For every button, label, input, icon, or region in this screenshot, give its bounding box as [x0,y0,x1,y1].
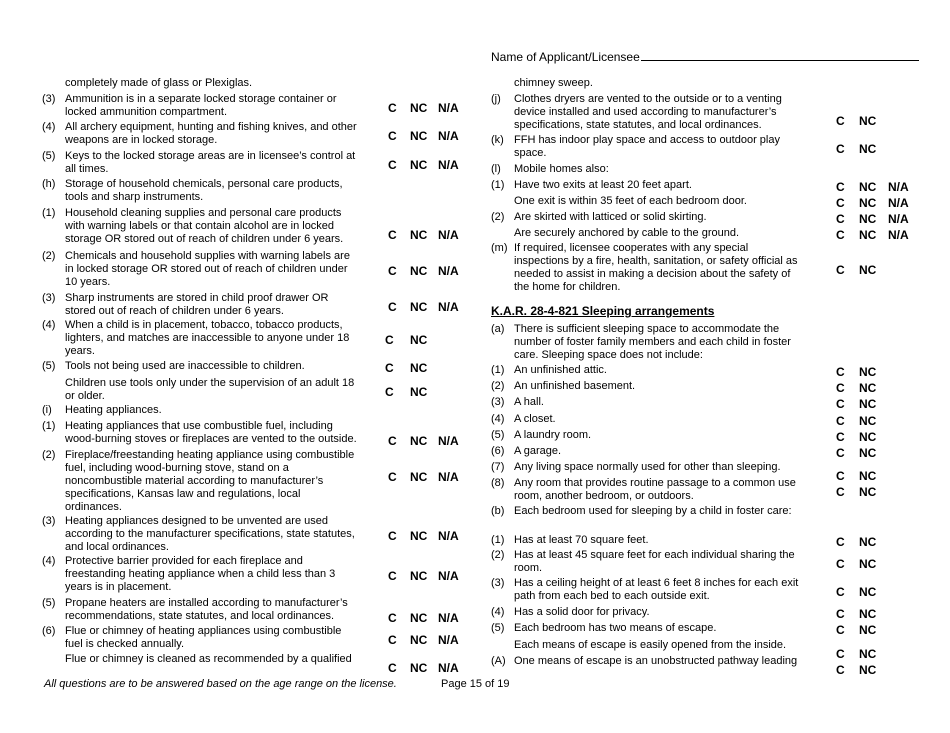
not-applicable-code[interactable]: N/A [888,180,909,194]
compliant-code[interactable]: C [836,557,845,571]
noncompliant-code[interactable]: NC [859,114,877,128]
page-number: Page 15 of 19 [441,678,510,690]
item-text: Chemicals and household supplies with warning labels are in locked storage OR stored out of reach of children under 10 years. [65,250,350,288]
compliant-code[interactable]: C [388,611,397,625]
noncompliant-code[interactable]: NC [859,414,877,428]
compliant-code[interactable]: C [388,633,397,647]
noncompliant-code[interactable]: NC [859,535,877,549]
noncompliant-code[interactable]: NC [859,212,877,226]
not-applicable-code[interactable]: N/A [438,101,459,115]
compliant-code[interactable]: C [836,180,845,194]
not-applicable-code[interactable]: N/A [438,529,459,543]
item-text: Mobile homes also: [514,163,609,175]
item-number: (4) [42,319,56,331]
compliant-code[interactable]: C [836,263,845,277]
item-number: (3) [42,292,56,304]
noncompliant-code[interactable]: NC [410,129,428,143]
item-number: (a) [491,323,505,335]
compliant-code[interactable]: C [385,385,394,399]
item-number: (2) [42,250,56,262]
noncompliant-code[interactable]: NC [410,529,428,543]
item-text: chimney sweep. [514,77,593,89]
compliant-code[interactable]: C [836,142,845,156]
item-number: (2) [491,211,505,223]
item-text: Has a solid door for privacy. [514,606,650,618]
compliant-code[interactable]: C [388,228,397,242]
item-text: One means of escape is an unobstructed pathway leading [514,655,798,667]
compliant-code[interactable]: C [388,158,397,172]
item-text: Propane heaters are installed according to manufacturer’s recommendations, state statutes, and local ordinances. [65,597,348,622]
noncompliant-code[interactable]: NC [410,611,428,625]
item-number: (5) [42,150,56,162]
noncompliant-code[interactable]: NC [410,158,428,172]
item-number: (1) [491,364,505,376]
compliant-code[interactable]: C [388,300,397,314]
not-applicable-code[interactable]: N/A [888,212,909,226]
noncompliant-code[interactable]: NC [859,607,877,621]
item-text: Protective barrier provided for each fireplace and freestanding heating appliance when a child less than 3 years is in placement. [65,555,336,593]
not-applicable-code[interactable]: N/A [438,661,459,675]
item-number: (j) [491,93,501,105]
compliant-code[interactable]: C [836,663,845,677]
compliant-code[interactable]: C [836,365,845,379]
noncompliant-code[interactable]: NC [410,633,428,647]
item-number: (m) [491,242,508,254]
item-text: Clothes dryers are vented to the outside or to a venting device installed and used according to manufacturer’s specifications, state statutes, and local ordinances. [514,93,782,131]
compliant-code[interactable]: C [388,470,397,484]
item-text: Children use tools only under the supervision of an adult 18 or older. [65,377,355,402]
noncompliant-code[interactable]: NC [859,365,877,379]
item-text: Have two exits at least 20 feet apart. [514,179,692,191]
compliant-code[interactable]: C [836,647,845,661]
compliant-code[interactable]: C [836,446,845,460]
item-number: (5) [42,597,56,609]
footer-note: All questions are to be answered based on the age range on the license. [44,678,397,690]
item-text: Tools not being used are inaccessible to children. [65,360,305,372]
compliant-code[interactable]: C [836,623,845,637]
item-text: If required, licensee cooperates with any special inspections by a fire, health, sanitation, or safety official as needed to assist in making a decision about the safety of the home for children. [514,242,798,293]
noncompliant-code[interactable]: NC [859,647,877,661]
item-number: (2) [491,549,505,561]
item-text: One exit is within 35 feet of each bedroom door. [514,195,747,207]
item-number: (1) [42,420,56,432]
section-heading-text: K.A.R. 28-4-821 Sleeping arrangements [491,304,715,318]
compliant-code[interactable]: C [388,569,397,583]
not-applicable-code[interactable]: N/A [438,633,459,647]
compliant-code[interactable]: C [836,196,845,210]
item-text: Sharp instruments are stored in child proof drawer OR stored out of reach of children under 6 years. [65,292,329,317]
item-text: Heating appliances that use combustible fuel, including wood-burning stoves or fireplaces are vented to the outside. [65,420,357,445]
noncompliant-code[interactable]: NC [859,142,877,156]
noncompliant-code[interactable]: NC [410,470,428,484]
compliant-code[interactable]: C [385,333,394,347]
item-number: (b) [491,505,505,517]
compliant-code[interactable]: C [388,529,397,543]
item-number: (h) [42,178,56,190]
compliant-code[interactable]: C [836,485,845,499]
item-text: Flue or chimney is cleaned as recommended by a qualified [65,653,352,665]
item-number: (8) [491,477,505,489]
noncompliant-code[interactable]: NC [859,557,877,571]
item-number: (3) [491,396,505,408]
noncompliant-code[interactable]: NC [410,434,428,448]
item-text: Has at least 45 square feet for each individual sharing the room. [514,549,795,574]
item-text: completely made of glass or Plexiglas. [65,77,253,89]
item-text: Keys to the locked storage areas are in licensee’s control at all times. [65,150,356,175]
compliant-code[interactable]: C [836,430,845,444]
noncompliant-code[interactable]: NC [859,397,877,411]
compliant-code[interactable]: C [836,212,845,226]
not-applicable-code[interactable]: N/A [438,158,459,172]
compliant-code[interactable]: C [388,264,397,278]
noncompliant-code[interactable]: NC [410,569,428,583]
item-text: A laundry room. [514,429,592,441]
noncompliant-code[interactable]: NC [859,485,877,499]
compliant-code[interactable]: C [385,361,394,375]
item-text: A garage. [514,445,562,457]
noncompliant-code[interactable]: NC [859,381,877,395]
compliant-code[interactable]: C [388,661,397,675]
noncompliant-code[interactable]: NC [859,663,877,677]
item-number: (7) [491,461,505,473]
item-text: An unfinished attic. [514,364,607,376]
noncompliant-code[interactable]: NC [859,228,877,242]
compliant-code[interactable]: C [836,228,845,242]
item-text: An unfinished basement. [514,380,636,392]
noncompliant-code[interactable]: NC [859,623,877,637]
compliant-code[interactable]: C [388,434,397,448]
item-text: Each means of escape is easily opened from the inside. [514,639,787,651]
noncompliant-code[interactable]: NC [410,101,428,115]
item-text: There is sufficient sleeping space to accommodate the number of foster family members and each child in foster care. Sleeping space does not include: [514,323,791,361]
not-applicable-code[interactable]: N/A [438,569,459,583]
not-applicable-code[interactable]: N/A [888,228,909,242]
item-text: Any living space normally used for other than sleeping. [514,461,781,473]
item-text: A closet. [514,413,556,425]
item-text: Each bedroom has two means of escape. [514,622,717,634]
item-text: Ammunition is in a separate locked storage container or locked ammunition compartment. [65,93,337,118]
item-number: (k) [491,134,504,146]
compliant-code[interactable]: C [388,101,397,115]
noncompliant-code[interactable]: NC [859,446,877,460]
not-applicable-code[interactable]: N/A [438,264,459,278]
compliant-code[interactable]: C [836,381,845,395]
not-applicable-code[interactable]: N/A [438,300,459,314]
not-applicable-code[interactable]: N/A [438,470,459,484]
compliant-code[interactable]: C [836,535,845,549]
compliant-code[interactable]: C [836,585,845,599]
item-text: Storage of household chemicals, personal care products, tools and sharp instruments. [65,178,343,203]
item-text: Heating appliances designed to be unvented are used according to the manufacturer specifications, state statutes, and local ordinances. [65,515,355,553]
item-text: Has a ceiling height of at least 6 feet 8 inches for each exit path from each bed to each outside exit. [514,577,799,602]
item-number: (2) [491,380,505,392]
compliant-code[interactable]: C [836,469,845,483]
noncompliant-code[interactable]: NC [410,385,428,399]
item-number: (1) [42,207,56,219]
item-text: Has at least 70 square feet. [514,534,649,546]
not-applicable-code[interactable]: N/A [438,611,459,625]
noncompliant-code[interactable]: NC [859,585,877,599]
item-number: (3) [42,93,56,105]
item-number: (1) [491,179,505,191]
item-number: (3) [491,577,505,589]
item-text: A hall. [514,396,544,408]
noncompliant-code[interactable]: NC [410,661,428,675]
item-number: (i) [42,404,52,416]
not-applicable-code[interactable]: N/A [438,228,459,242]
item-text: Household cleaning supplies and personal care products with warning labels or that contain alcohol are in locked storage OR stored out of reach of children under 6 years. [65,207,344,245]
noncompliant-code[interactable]: NC [410,228,428,242]
not-applicable-code[interactable]: N/A [888,196,909,210]
item-number: (l) [491,163,501,175]
item-text: FFH has indoor play space and access to outdoor play space. [514,134,780,159]
noncompliant-code[interactable]: NC [859,180,877,194]
not-applicable-code[interactable]: N/A [438,129,459,143]
item-text: Are skirted with latticed or solid skirting. [514,211,707,223]
compliant-code[interactable]: C [836,397,845,411]
item-text: Fireplace/freestanding heating appliance using combustible fuel, including wood-burning stove, stand on a noncombustible material according to manufacturer’s specifications, Kansas law and regulations, local ordinances. [65,449,355,513]
item-number: (1) [491,534,505,546]
noncompliant-code[interactable]: NC [410,361,428,375]
item-text: All archery equipment, hunting and fishing knives, and other weapons are in locked storage. [65,121,357,146]
item-number: (3) [42,515,56,527]
noncompliant-code[interactable]: NC [410,300,428,314]
item-number: (4) [42,555,56,567]
item-number: (6) [42,625,56,637]
noncompliant-code[interactable]: NC [410,264,428,278]
item-number: (6) [491,445,505,457]
applicant-name-field [491,49,919,64]
item-number: (5) [491,622,505,634]
item-text: Each bedroom used for sleeping by a child in foster care: [514,505,792,517]
compliant-code[interactable]: C [388,129,397,143]
item-number: (4) [42,121,56,133]
noncompliant-code[interactable]: NC [859,196,877,210]
item-text: Are securely anchored by cable to the ground. [514,227,740,239]
item-text: Any room that provides routine passage to a common use room, another bedroom, or outdoors. [514,477,796,502]
item-number: (A) [491,655,506,667]
item-number: (4) [491,606,505,618]
noncompliant-code[interactable]: NC [859,430,877,444]
item-text: Flue or chimney of heating appliances using combustible fuel is checked annually. [65,625,342,650]
item-number: (5) [42,360,56,372]
item-number: (4) [491,413,505,425]
not-applicable-code[interactable]: N/A [438,434,459,448]
applicant-name-line[interactable] [641,49,919,61]
item-number: (5) [491,429,505,441]
item-text: When a child is in placement, tobacco, tobacco products, lighters, and matches are inaccessible to anyone under 18 years. [65,319,350,357]
item-text: Heating appliances. [65,404,162,416]
applicant-name-label: Name of Applicant/Licensee [491,50,640,64]
item-number: (2) [42,449,56,461]
noncompliant-code[interactable]: NC [410,333,428,347]
noncompliant-code[interactable]: NC [859,263,877,277]
compliant-code[interactable]: C [836,114,845,128]
compliant-code[interactable]: C [836,414,845,428]
noncompliant-code[interactable]: NC [859,469,877,483]
compliant-code[interactable]: C [836,607,845,621]
